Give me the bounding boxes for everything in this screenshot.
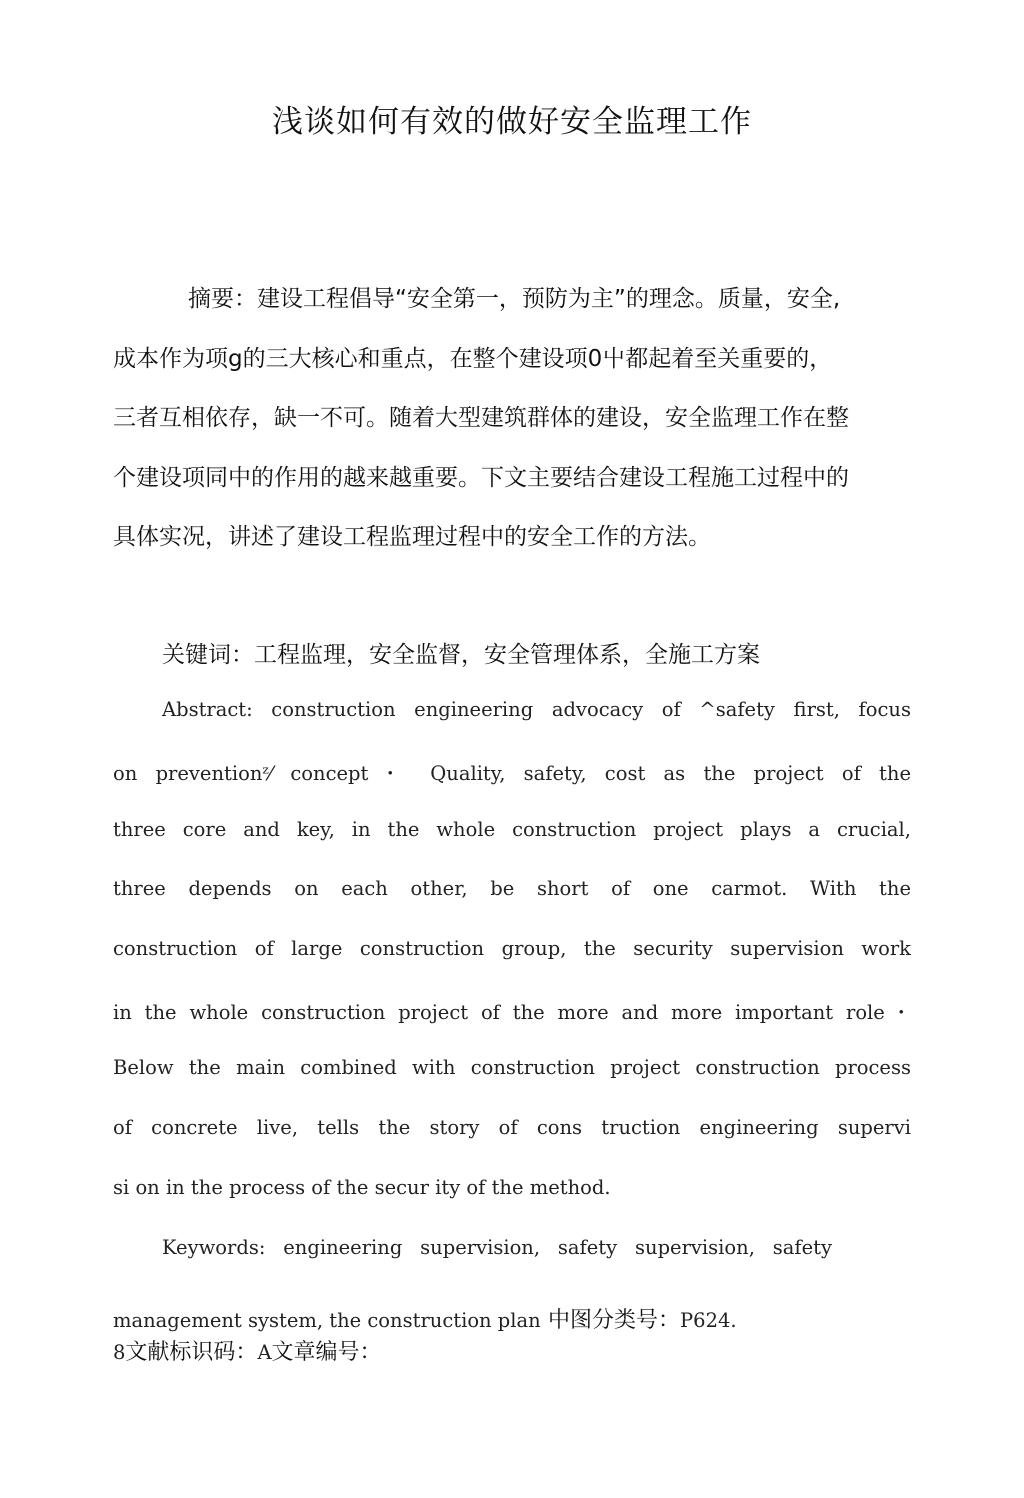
document-id-label: 文献标识码： [125, 1340, 258, 1365]
abstract-cn-line-1: 摘要：建设工程倡导“安全第一，预防为主”的理念。质量，安全, [188, 286, 841, 312]
abstract-en-line-9: si on in the process of the secur ity of the method. [113, 1176, 611, 1199]
abstract-en-line-6: in the whole construction project of the more and more important role・ [113, 1001, 911, 1024]
keywords-cn: 关键词：工程监理，安全监督，安全管理体系，全施工方案 [162, 642, 760, 668]
classification-value: P624. [680, 1309, 737, 1332]
keywords-en-line-1: Keywords: engineering supervision, safety supervision, safety [162, 1236, 832, 1259]
abstract-en-line-5: construction of large construction group, the security supervision work [113, 937, 911, 960]
page-title: 浅谈如何有效的做好安全监理工作 [272, 104, 752, 140]
abstract-en-line-8: of concrete live, tells the story of cons truction engineering supervi [113, 1116, 911, 1139]
abstract-cn-line-4: 个建设项同中的作用的越来越重要。下文主要结合建设工程施工过程中的 [113, 465, 849, 491]
abstract-cn-line-5: 具体实况，讲述了建设工程监理过程中的安全工作的方法。 [113, 524, 711, 550]
article-number-label: 文章编号： [271, 1340, 382, 1365]
abstract-en-line-3: three core and key, in the whole construction project plays a crucial, [113, 818, 911, 841]
document-id-line [113, 1335, 913, 1366]
classification-value-continued: 8 [113, 1341, 126, 1364]
keywords-classification-line [113, 1303, 913, 1334]
abstract-en-line-7: Below the main combined with construction project construction process [113, 1056, 911, 1079]
abstract-en-line-4: three depends on each other, be short of one carmot. With the [113, 877, 911, 900]
abstract-cn-line-2: 成本作为项g的三大核心和重点，在整个建设项0屮都起着至关重要的， [113, 346, 833, 372]
abstract-en-line-1: Abstract: construction engineering advocacy of ^safety first, focus [162, 698, 911, 721]
classification-label: 中图分类号： [548, 1308, 681, 1333]
document-id-value: A [257, 1341, 272, 1364]
abstract-en-line-2: on preventionᶻ⁄ concept・ Quality, safety, cost as the project of the [113, 762, 911, 785]
keywords-en-line-2: management system, the construction plan [113, 1309, 541, 1332]
abstract-cn-line-3: 三者互相依存，缺一不可。随着大型建筑群体的建设，安全监理工作在整 [113, 405, 849, 431]
